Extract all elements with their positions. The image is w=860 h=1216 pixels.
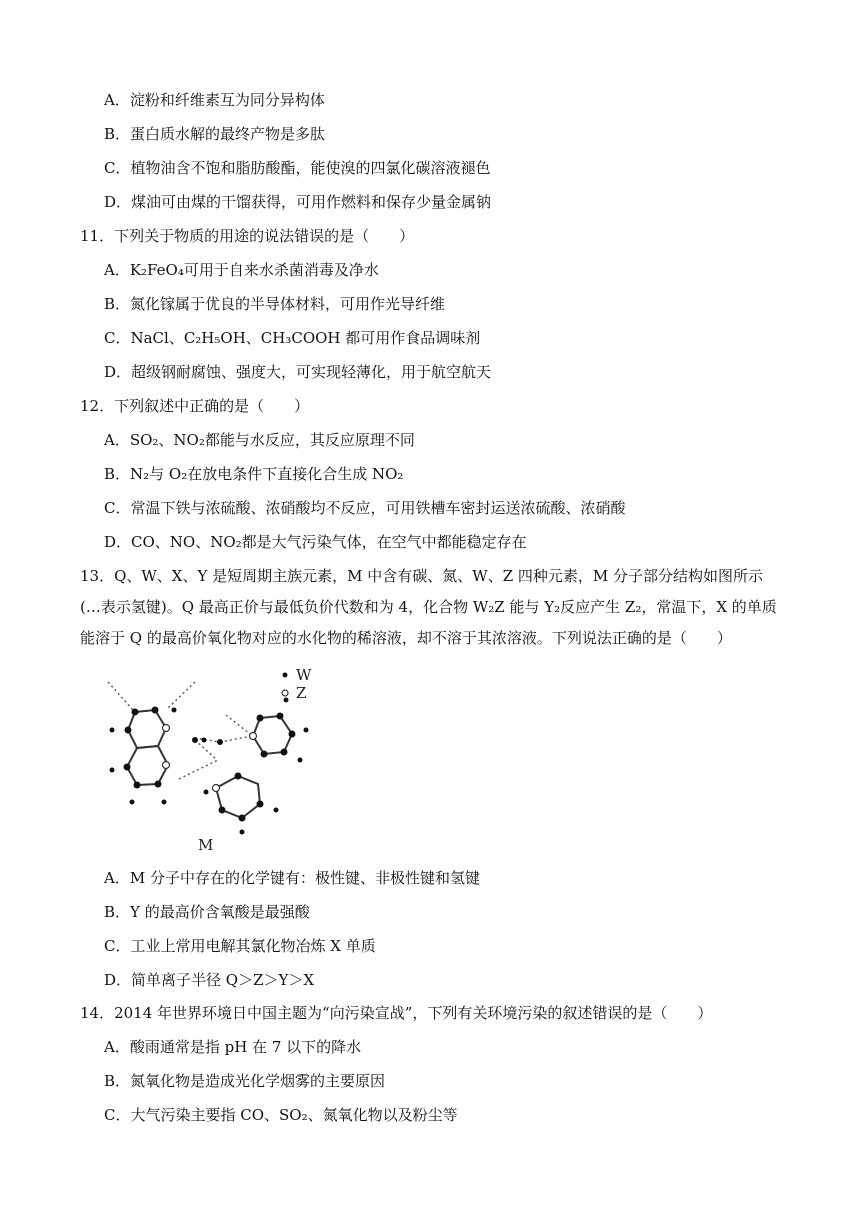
q13-option-a: A．M 分子中存在的化学键有：极性键、非极性键和氢键 xyxy=(104,869,480,887)
figure-label-m: M xyxy=(198,836,214,854)
molecule-figure xyxy=(100,660,330,855)
q14-option-a: A．酸雨通常是指 pH 在 7 以下的降水 xyxy=(104,1038,362,1056)
legend-w-label: W xyxy=(296,666,312,684)
q12-option-d: D．CO、NO、NO₂都是大气污染气体，在空气中都能稳定存在 xyxy=(104,533,527,551)
q10-option-b: B．蛋白质水解的最终产物是多肽 xyxy=(104,125,326,143)
q14-stem: 14．2014 年世界环境日中国主题为“向污染宣战”，下列有关环境污染的叙述错误的是（ ） xyxy=(80,1004,713,1022)
q13-stem: 13．Q、W、X、Y 是短周期主族元素，M 中含有碳、氮、W、Z 四种元素，M 分子部分结构如图所示(…表示氢键)。Q 最高正价与最低负价代数和为 4，化合物 W₂Z 能与 Y₂反应产生 Z₂，常温下，X 的单质能溶于 Q 的最高价氧化物对应的水化物的稀溶液，却不溶于其浓溶液。下列说法正确的是（ ） xyxy=(80,567,777,647)
q14-option-c: C．大气污染主要指 CO、SO₂、氮氧化物以及粉尘等 xyxy=(104,1106,458,1124)
q13-option-d: D．简单离子半径 Q＞Z＞Y＞X xyxy=(104,971,315,989)
q10-option-a: A．淀粉和纤维素互为同分异构体 xyxy=(104,91,325,109)
q12-stem: 12．下列叙述中正确的是（ ） xyxy=(80,397,310,415)
molecule-structure-diagram xyxy=(100,660,330,855)
q14-option-b: B．氮氧化物是造成光化学烟雾的主要原因 xyxy=(104,1072,386,1090)
q13-option-c: C．工业上常用电解其氯化物冶炼 X 单质 xyxy=(104,937,376,955)
q11-option-b: B．氮化镓属于优良的半导体材料，可用作光导纤维 xyxy=(104,295,446,313)
legend-z-label: Z xyxy=(296,684,307,702)
q12-option-b: B．N₂与 O₂在放电条件下直接化合生成 NO₂ xyxy=(104,465,404,483)
q12-option-a: A．SO₂、NO₂都能与水反应，其反应原理不同 xyxy=(104,431,415,449)
q13-option-b: B．Y 的最高价含氧酸是最强酸 xyxy=(104,903,310,921)
q11-option-a: A．K₂FeO₄可用于自来水杀菌消毒及净水 xyxy=(104,261,379,279)
q12-option-c: C．常温下铁与浓硫酸、浓硝酸均不反应，可用铁槽车密封运送浓硫酸、浓硝酸 xyxy=(104,499,626,517)
q10-option-d: D．煤油可由煤的干馏获得，可用作燃料和保存少量金属钠 xyxy=(104,193,492,211)
q11-option-d: D．超级钢耐腐蚀、强度大，可实现轻薄化，用于航空航天 xyxy=(104,363,492,381)
q11-stem: 11．下列关于物质的用途的说法错误的是（ ） xyxy=(80,227,415,245)
q11-option-c: C．NaCl、C₂H₅OH、CH₃COOH 都可用作食品调味剂 xyxy=(104,329,481,347)
q10-option-c: C．植物油含不饱和脂肪酸酯，能使溴的四氯化碳溶液褪色 xyxy=(104,159,491,177)
